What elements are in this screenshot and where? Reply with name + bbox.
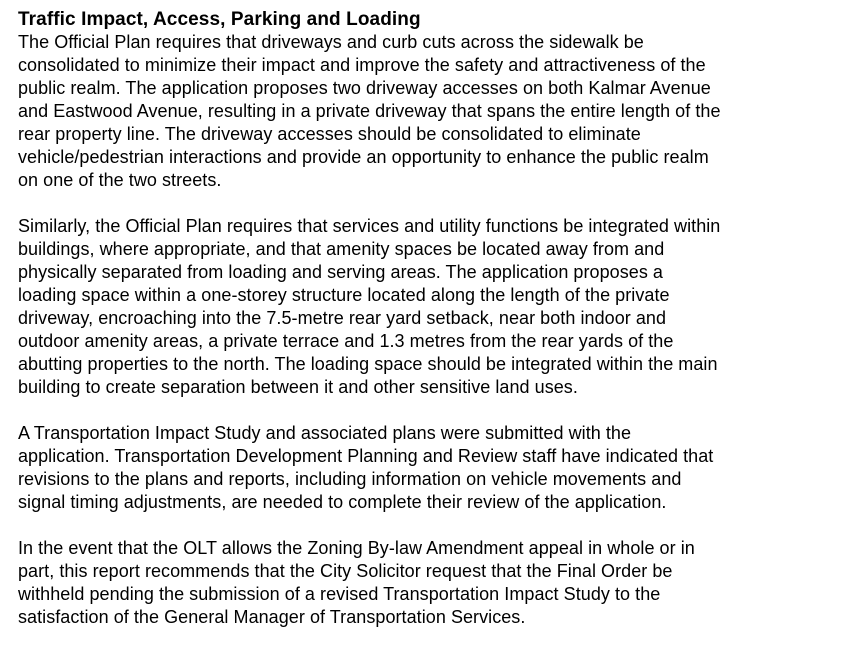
text-line: loading space within a one-storey structure located along the length of the private — [18, 285, 670, 305]
text-line: physically separated from loading and serving areas. The application proposes a — [18, 262, 663, 282]
text-line: driveway, encroaching into the 7.5-metre rear yard setback, near both indoor and — [18, 308, 667, 328]
text-line: withheld pending the submission of a revised Transportation Impact Study to the — [18, 584, 661, 604]
paragraph-4 — [18, 537, 848, 629]
text-line: building to create separation between it and other sensitive land uses. — [18, 377, 578, 397]
text-line: The Official Plan requires that driveways and curb cuts across the sidewalk be — [18, 32, 644, 52]
paragraph-3 — [18, 422, 848, 514]
text-line: application. Transportation Development Planning and Review staff have indicated that — [18, 446, 714, 466]
text-line: satisfaction of the General Manager of Transportation Services. — [18, 607, 526, 627]
text-line: rear property line. The driveway accesses should be consolidated to eliminate — [18, 124, 641, 144]
text-line: In the event that the OLT allows the Zoning By-law Amendment appeal in whole or in — [18, 538, 695, 558]
paragraph-gap — [18, 192, 848, 215]
text-line: on one of the two streets. — [18, 170, 222, 190]
section-body — [18, 31, 848, 629]
paragraph-gap — [18, 514, 848, 537]
text-line: signal timing adjustments, are needed to complete their review of the application. — [18, 492, 667, 512]
paragraph-2 — [18, 215, 848, 399]
text-line: and Eastwood Avenue, resulting in a private driveway that spans the entire length of the — [18, 101, 721, 121]
text-line: abutting properties to the north. The loading space should be integrated within the main — [18, 354, 718, 374]
text-line: outdoor amenity areas, a private terrace and 1.3 metres from the rear yards of the — [18, 331, 674, 351]
text-line: A Transportation Impact Study and associated plans were submitted with the — [18, 423, 632, 443]
text-line: public realm. The application proposes two driveway accesses on both Kalmar Avenue — [18, 78, 711, 98]
text-line: consolidated to minimize their impact and improve the safety and attractiveness of the — [18, 55, 706, 75]
text-line: buildings, where appropriate, and that amenity spaces be located away from and — [18, 239, 665, 259]
text-line: revisions to the plans and reports, including information on vehicle movements and — [18, 469, 682, 489]
paragraph-gap — [18, 399, 848, 422]
section-heading: Traffic Impact, Access, Parking and Loading — [18, 9, 421, 30]
text-line: part, this report recommends that the City Solicitor request that the Final Order be — [18, 561, 673, 581]
text-line: Similarly, the Official Plan requires that services and utility functions be integrated within — [18, 216, 721, 236]
document-page — [18, 8, 848, 629]
text-line: vehicle/pedestrian interactions and provide an opportunity to enhance the public realm — [18, 147, 709, 167]
paragraph-1 — [18, 31, 848, 192]
